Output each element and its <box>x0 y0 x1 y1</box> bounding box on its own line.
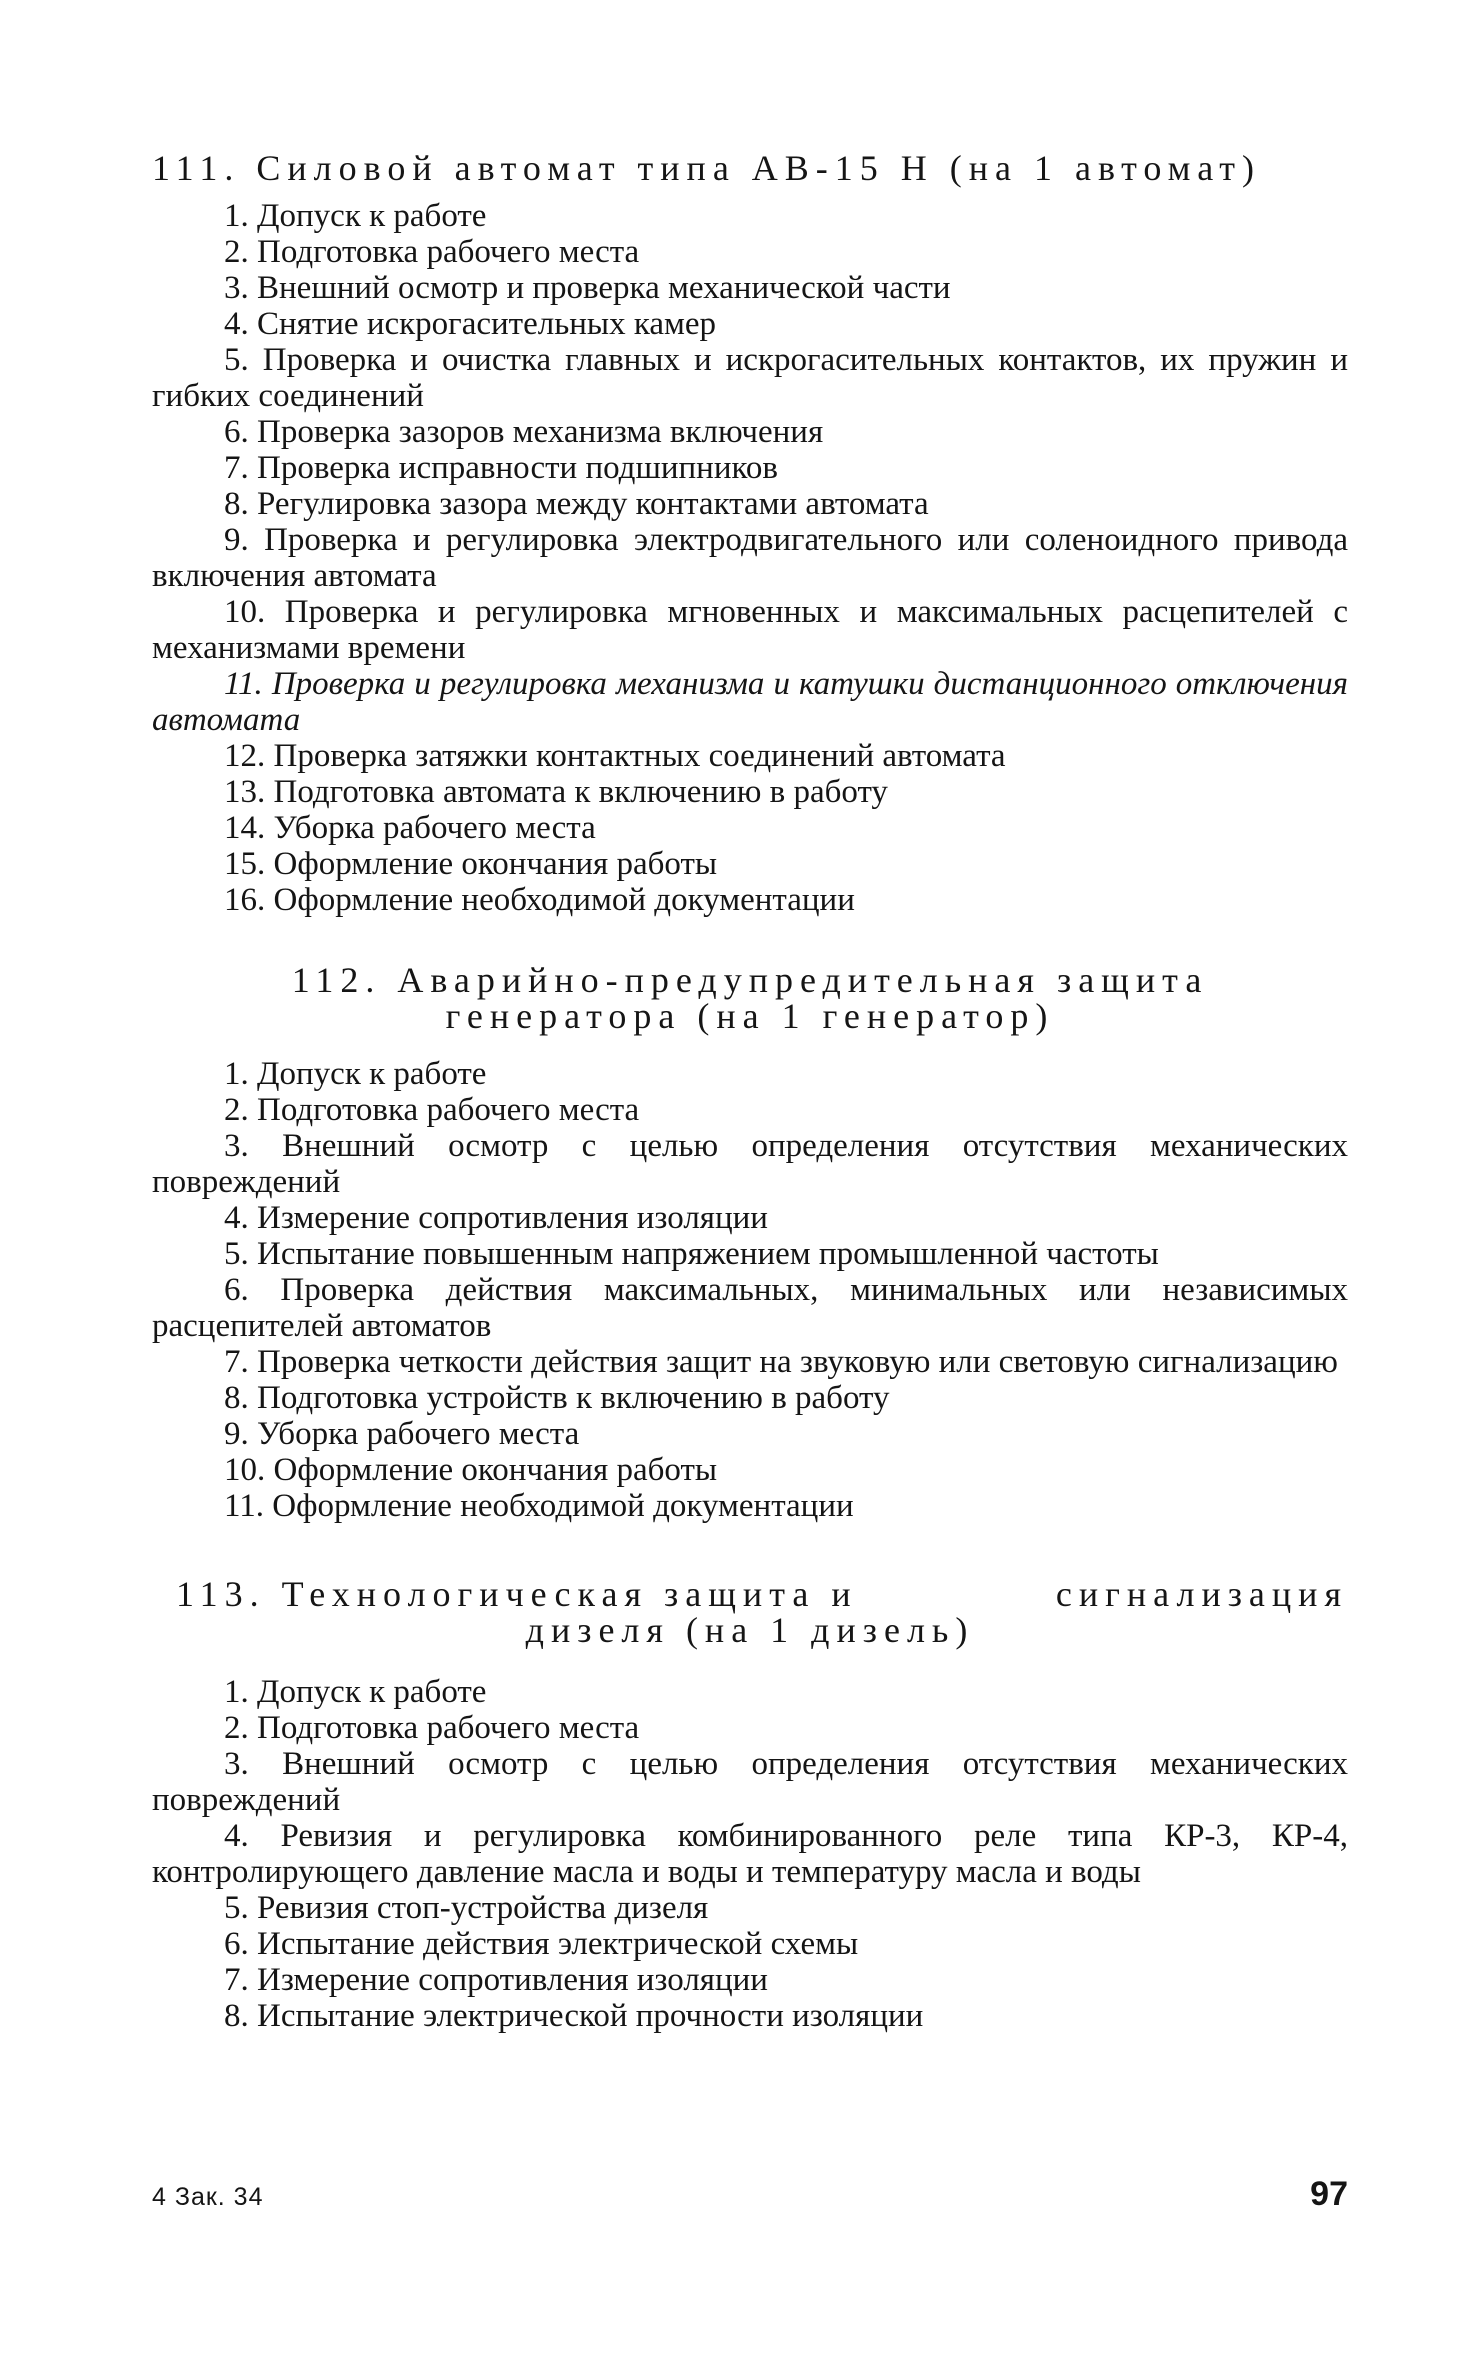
list-item: 2. Подготовка рабочего места <box>224 1710 640 1746</box>
list-item: 3. Внешний осмотр и проверка механической части <box>224 270 951 306</box>
list-item: 1. Допуск к работе <box>224 1056 487 1092</box>
list-item: 9. Уборка рабочего места <box>224 1416 580 1452</box>
item-list <box>152 1056 1348 1524</box>
list-item: 3. Внешний осмотр с целью определения отсутствия механических повреждений <box>152 1128 1348 1200</box>
list-item: 9. Проверка и регулировка электродвигательного или соленоидного привода включения автомата <box>152 522 1348 594</box>
list-item: 5. Испытание повышенным напряжением промышленной частоты <box>224 1236 1159 1272</box>
item-list <box>152 198 1348 918</box>
order-number: 4 Зак. 34 <box>152 2183 264 2211</box>
list-item: 11. Проверка и регулировка механизма и катушки дистанционного отключения автомата <box>152 666 1348 738</box>
page-number: 97 <box>1310 2175 1348 2213</box>
item-list <box>152 1674 1348 2034</box>
list-item: 4. Снятие искрогасительных камер <box>224 306 717 342</box>
list-item: 15. Оформление окончания работы <box>224 846 718 882</box>
list-item: 8. Регулировка зазора между контактами автомата <box>224 486 929 522</box>
section-title-cont: сигнализация <box>1055 1574 1348 1614</box>
section-heading <box>176 1576 1348 1612</box>
section-title: 112. Аварийно-предупредительная защита <box>291 960 1209 1000</box>
list-item: 8. Испытание электрической прочности изоляции <box>224 1998 924 2034</box>
list-item: 8. Подготовка устройств к включению в работу <box>224 1380 890 1416</box>
list-item: 14. Уборка рабочего места <box>224 810 596 846</box>
section-title: 111. Силовой автомат типа АВ-15 Н (на 1 автомат) <box>152 148 1261 188</box>
list-item: 10. Проверка и регулировка мгновенных и максимальных расцепителей с механизмами времени <box>152 594 1348 666</box>
list-item: 4. Измерение сопротивления изоляции <box>224 1200 768 1236</box>
list-item: 6. Проверка зазоров механизма включения <box>224 414 824 450</box>
list-item: 5. Проверка и очистка главных и искрогасительных контактов, их пружин и гибких соединений <box>152 342 1348 414</box>
section-subtitle: дизеля (на 1 дизель) <box>525 1610 975 1650</box>
list-item: 1. Допуск к работе <box>224 198 487 234</box>
section-subtitle: генератора (на 1 генератор) <box>445 996 1055 1036</box>
list-item: 1. Допуск к работе <box>224 1674 487 1710</box>
page-footer <box>152 2175 1348 2214</box>
section-title: 113. Технологическая защита и <box>176 1574 858 1614</box>
list-item: 6. Испытание действия электрической схемы <box>224 1926 859 1962</box>
list-item: 12. Проверка затяжки контактных соединений автомата <box>224 738 1006 774</box>
section-112 <box>152 962 1348 1524</box>
list-item: 10. Оформление окончания работы <box>224 1452 718 1488</box>
list-item: 7. Измерение сопротивления изоляции <box>224 1962 768 1998</box>
list-item: 13. Подготовка автомата к включению в работу <box>224 774 888 810</box>
list-item: 11. Оформление необходимой документации <box>224 1488 854 1524</box>
document-page <box>152 150 1348 2034</box>
list-item: 7. Проверка четкости действия защит на звуковую или световую сигнализацию <box>224 1344 1338 1380</box>
list-item: 7. Проверка исправности подшипников <box>224 450 778 486</box>
list-item: 6. Проверка действия максимальных, минимальных или независимых расцепителей автоматов <box>152 1272 1348 1344</box>
list-item: 16. Оформление необходимой документации <box>224 882 855 918</box>
section-111 <box>152 150 1348 918</box>
list-item: 3. Внешний осмотр с целью определения отсутствия механических повреждений <box>152 1746 1348 1818</box>
section-113 <box>152 1576 1348 2034</box>
list-item: 2. Подготовка рабочего места <box>224 234 640 270</box>
list-item: 2. Подготовка рабочего места <box>224 1092 640 1128</box>
section-heading <box>152 962 1348 1034</box>
list-item: 4. Ревизия и регулировка комбинированного реле типа КР-3, КР-4, контролирующего давление масла и воды и температуру масла и воды <box>152 1818 1348 1890</box>
list-item: 5. Ревизия стоп-устройства дизеля <box>224 1890 709 1926</box>
